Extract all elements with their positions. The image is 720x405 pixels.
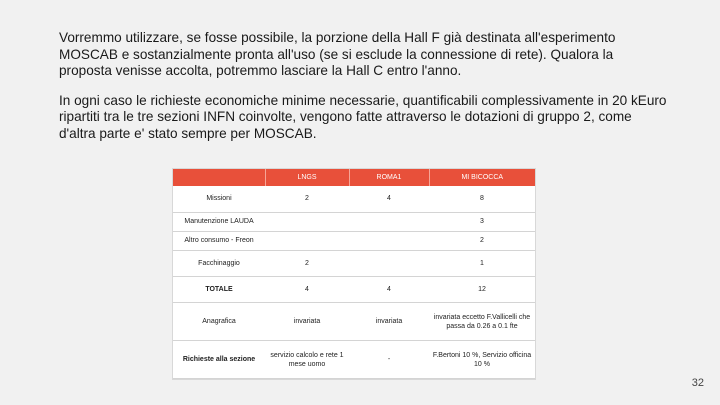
cell-roma1 (349, 250, 429, 276)
header-empty (173, 169, 265, 186)
cell-mi-bicocca: 8 (429, 186, 535, 212)
cell-lngs (265, 231, 349, 250)
cell-roma1: 4 (349, 186, 429, 212)
cell-roma1: 4 (349, 277, 429, 303)
cell-lngs: 2 (265, 186, 349, 212)
cell-lngs: 2 (265, 250, 349, 276)
cell-roma1 (349, 212, 429, 231)
cell-mi-bicocca: 2 (429, 231, 535, 250)
cell-lngs: invariata (265, 303, 349, 341)
row-label: Altro consumo - Freon (173, 231, 265, 250)
cell-mi-bicocca: 1 (429, 250, 535, 276)
cell-mi-bicocca: invariata eccetto F.Vallicelli che passa da 0.26 a 0.1 fte (429, 303, 535, 341)
row-label: Anagrafica (173, 303, 265, 341)
header-roma1: ROMA1 (349, 169, 429, 186)
header-mi-bicocca: MI BICOCCA (461, 174, 504, 181)
cell-roma1: - (349, 341, 429, 379)
table-header-row (173, 169, 535, 186)
table-row (173, 341, 535, 379)
table-row (173, 303, 535, 341)
cell-mi-bicocca: 12 (429, 277, 535, 303)
header-lngs: LNGS (265, 169, 349, 186)
slide-body (59, 30, 669, 156)
table-row-total (173, 277, 535, 303)
cell-lngs: 4 (265, 277, 349, 303)
row-label: Manutenzione LAUDA (173, 212, 265, 231)
budget-table (173, 169, 535, 379)
paragraph-budget: In ogni caso le richieste economiche minime necessarie, quantificabili complessivamente in 20 kEuro ripartiti tra le tre sezioni INFN coinvolte, vengono fatte attraverso le dotazioni di gruppo 2, come d'altra parte e' stato sempre per MOSCAB. (59, 92, 667, 141)
table-row (173, 212, 535, 231)
cell-lngs: servizio calcolo e rete 1 mese uomo (265, 341, 349, 379)
paragraph-hall-f: Vorremmo utilizzare, se fosse possibile, la porzione della Hall F già destinata all'esperimento MOSCAB e sostanzialmente pronta all'uso (se si esclude la connessione di rete). Qualora la proposta venisse accolta, potremmo lasciare la Hall C entro l'anno. (59, 30, 616, 79)
cell-roma1: invariata (349, 303, 429, 341)
table-row (173, 231, 535, 250)
cell-roma1 (349, 231, 429, 250)
row-label: Richieste alla sezione (173, 341, 265, 379)
table-row (173, 186, 535, 212)
cell-mi-bicocca: 3 (429, 212, 535, 231)
row-label: TOTALE (173, 277, 265, 303)
cell-mi-bicocca: F.Bertoni 10 %, Servizio officina 10 % (429, 341, 535, 379)
budget-table-image (172, 168, 536, 380)
row-label: Missioni (173, 186, 265, 212)
table-row (173, 250, 535, 276)
page-number: 32 (691, 377, 704, 389)
row-label: Facchinaggio (173, 250, 265, 276)
cell-lngs (265, 212, 349, 231)
